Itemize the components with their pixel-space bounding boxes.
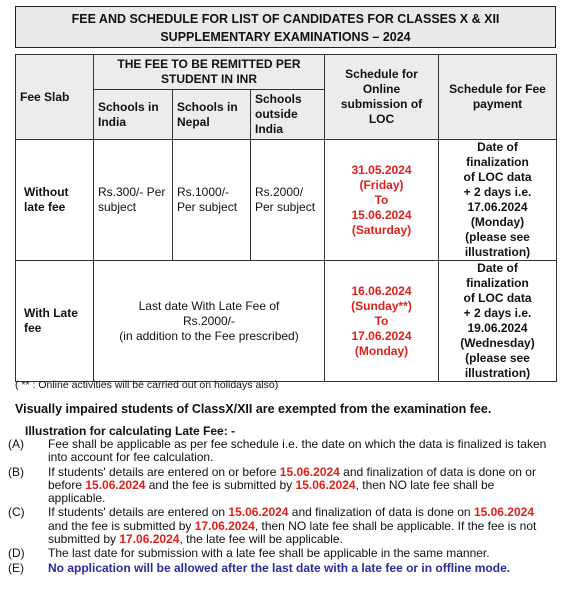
fee-nepal-cell: Rs.1000/- Per subject [173, 140, 251, 261]
day-text: (Monday) [354, 343, 409, 358]
header-fee-remit: THE FEE TO BE REMITTED PER STUDENT IN INR [94, 55, 325, 90]
date-highlight: 15.06.2024 [295, 477, 356, 492]
list-item [8, 466, 548, 506]
fee-payment-cell [439, 140, 557, 261]
payment-line: finalization [466, 276, 529, 290]
item-label: (B) [8, 464, 24, 479]
payment-line: (please see [465, 351, 530, 365]
date-highlight: 15.06.2024 [473, 505, 534, 520]
late-fee-line: (in addition to the Fee prescribed) [119, 328, 299, 343]
list-item [8, 438, 548, 465]
item-text: No application will be allowed after the last date with a late fee or in offline mode. [48, 560, 511, 575]
payment-line: + 2 days i.e. [463, 306, 532, 320]
item-label: (E) [8, 560, 24, 575]
day-text: (Friday) [359, 177, 404, 192]
payment-line: 17.06.2024 [467, 200, 528, 214]
illustration-heading: Illustration for calculating Late Fee: - [25, 424, 236, 438]
date-highlight: 15.06.2024 [85, 477, 146, 492]
header-fee-slab: Fee Slab [16, 55, 94, 140]
item-text: Fee shall be applicable as per fee schedule i.e. the date on which the data is finalized is taken into account for fee calculation. [48, 437, 547, 465]
date-highlight: 17.06.2024 [194, 518, 255, 533]
document-title [15, 6, 556, 48]
fee-india-cell: Rs.300/- Per subject [94, 140, 173, 261]
payment-line: (please see [465, 230, 530, 244]
fee-outside-cell: Rs.2000/ Per subject [251, 140, 325, 261]
item-label: (C) [8, 505, 25, 520]
item-text: If students' details are entered on [48, 505, 229, 520]
payment-line: finalization [466, 155, 529, 169]
payment-line: 19.06.2024 [467, 321, 528, 335]
online-schedule-cell [325, 261, 439, 382]
payment-line: of LOC data [463, 291, 532, 305]
date-text: 16.06.2024 [351, 283, 412, 298]
late-fee-cell [94, 261, 325, 382]
date-text: 15.06.2024 [351, 207, 412, 222]
item-text: and the fee is submitted by [48, 518, 195, 533]
illustration-list [8, 438, 548, 576]
date-highlight: 15.06.2024 [279, 464, 340, 479]
late-fee-line: Last date With Late Fee of [138, 298, 280, 313]
payment-line: Date of [477, 140, 518, 154]
fee-schedule-table [15, 54, 557, 382]
header-schedule-fee: Schedule for Fee payment [439, 55, 557, 140]
payment-line: Date of [477, 261, 518, 275]
payment-line: of LOC data [463, 170, 532, 184]
header-schools-outside: Schools outside India [251, 90, 325, 140]
list-item [8, 547, 548, 560]
item-text: and finalization of data is done on or before [48, 464, 536, 492]
date-text: 31.05.2024 [351, 162, 412, 177]
payment-line: + 2 days i.e. [463, 185, 532, 199]
item-text: , then NO late fee shall be applicable. [48, 477, 495, 506]
item-text: , the late fee will be applicable. [179, 532, 343, 547]
header-schools-india: Schools in India [94, 90, 173, 140]
date-highlight: 15.06.2024 [228, 505, 289, 520]
date-highlight: 17.06.2024 [119, 532, 180, 547]
online-schedule-cell [325, 140, 439, 261]
list-item [8, 562, 548, 575]
date-text: 17.06.2024 [351, 328, 412, 343]
day-text: (Sunday**) [351, 298, 412, 313]
payment-line: illustration) [464, 245, 531, 259]
day-text: (Saturday) [351, 222, 412, 237]
payment-line: (Wednesday) [460, 336, 535, 350]
item-text: and finalization of data is done on [288, 505, 474, 520]
title-line-2: SUPPLEMENTARY EXAMINATIONS – 2024 [160, 30, 411, 44]
payment-line: (Monday) [470, 215, 525, 229]
to-text: To [374, 192, 389, 207]
table-row [16, 261, 557, 382]
late-fee-line: Rs.2000/- [182, 313, 236, 328]
title-line-1: FEE AND SCHEDULE FOR LIST OF CANDIDATES FOR CLASSES X & XII [71, 12, 500, 26]
visually-impaired-note: Visually impaired students of ClassX/XII are exempted from the examination fee. [15, 402, 492, 416]
table-row [16, 140, 557, 261]
item-text: and the fee is submitted by [145, 477, 296, 492]
item-text: , then NO late fee shall be applicable. If the fee is not submitted by [48, 518, 537, 547]
item-label: (A) [8, 437, 24, 451]
fee-slab-cell: Without late fee [16, 140, 94, 261]
item-label: (D) [8, 546, 25, 561]
to-text: To [374, 313, 389, 328]
fee-slab-cell: With Late fee [16, 261, 94, 382]
payment-line: illustration) [464, 366, 531, 380]
holiday-footnote: ( ** : Online activities will be carried out on holidays also) [15, 379, 279, 391]
header-schools-nepal: Schools in Nepal [173, 90, 251, 140]
item-text: If students' details are entered on or before [48, 464, 280, 479]
header-schedule-online: Schedule for Online submission of LOC [325, 55, 439, 140]
item-text: The last date for submission with a late fee shall be applicable in the same manner. [48, 546, 490, 561]
list-item [8, 506, 548, 546]
fee-payment-cell [439, 261, 557, 382]
